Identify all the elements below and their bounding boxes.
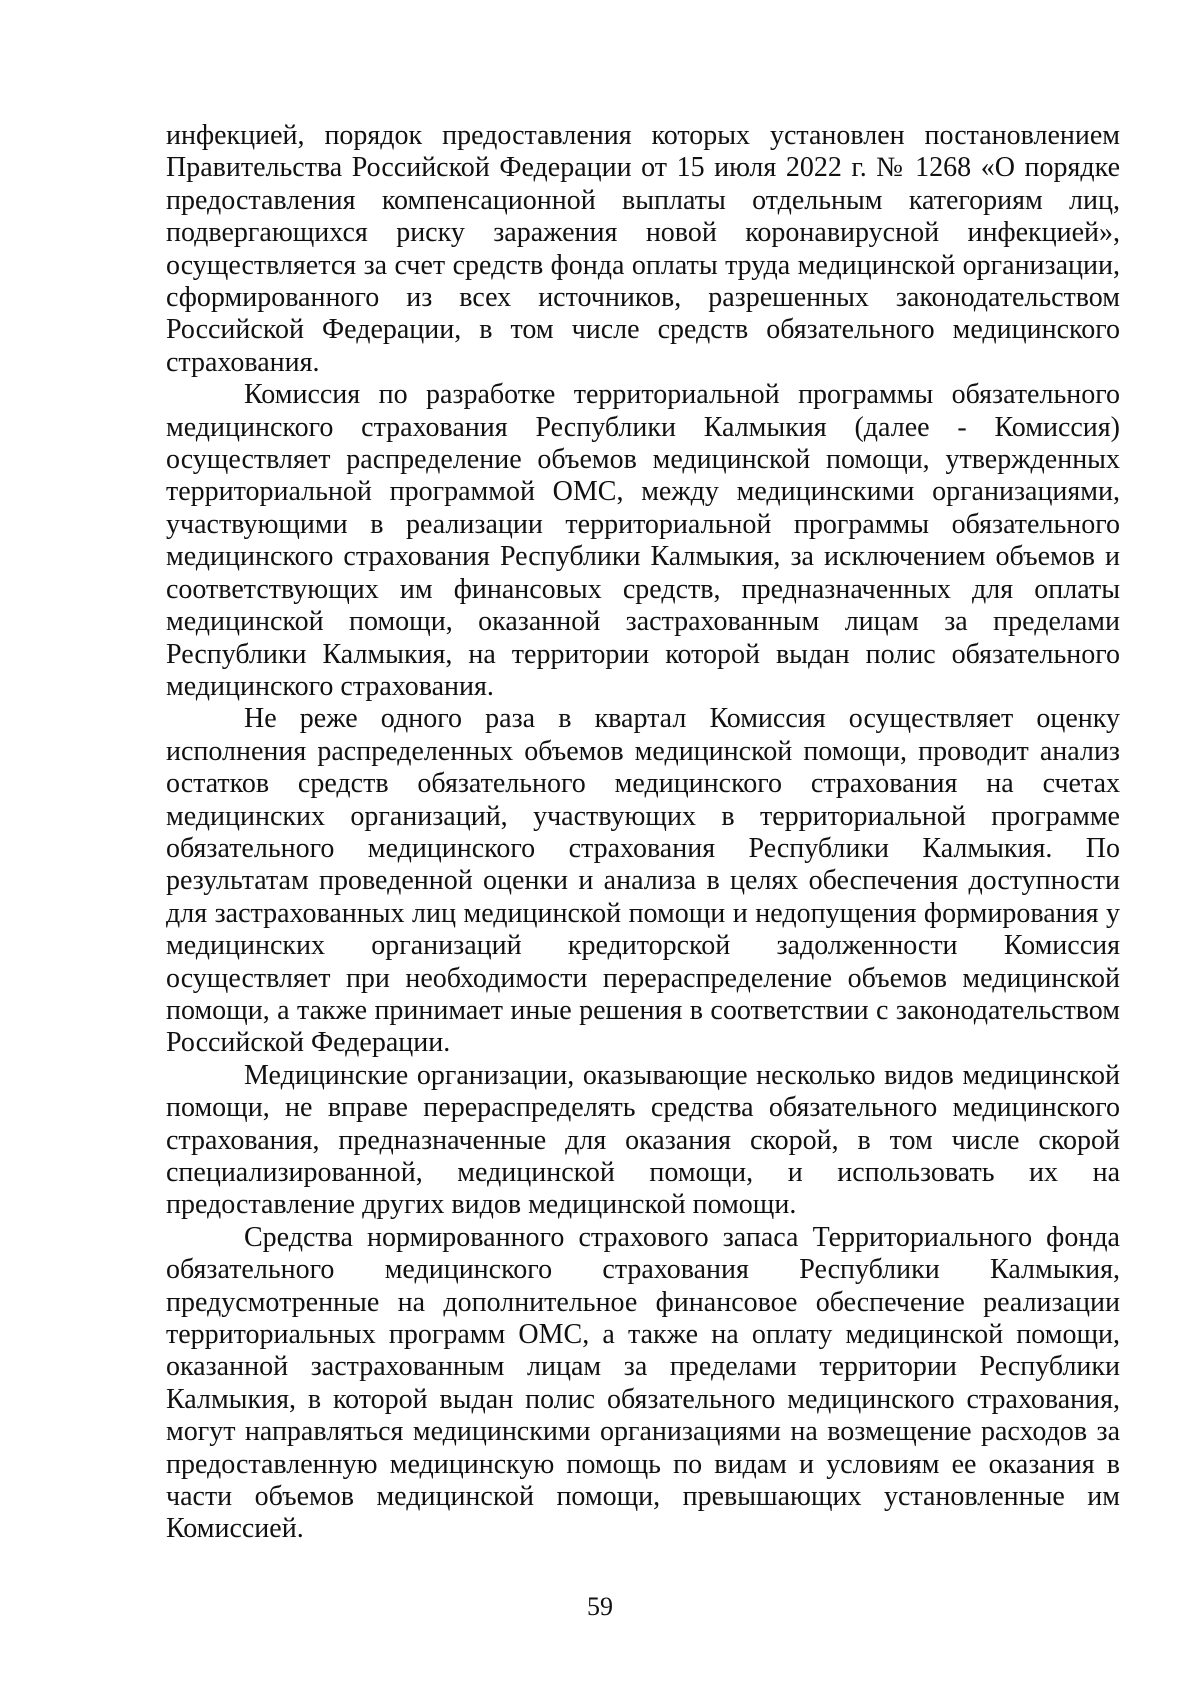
document-body [166,120,1120,1546]
paragraph-insurance-reserve: Средства нормированного страхового запаса Территориального фонда обязательного медицинского страхования Республики Калмыкия, предусмотренные на дополнительное финансовое обеспечение реализации территориальных программ ОМС, а также на оплату медицинской помощи, оказанной застрахованным лицам за пределами территории Республики Калмыкия, в которой выдан полис обязательного медицинского страхования, могут направляться медицинскими организациями на возмещение расходов за предоставленную медицинскую помощь по видам и условиям ее оказания в части объемов медицинской помощи, превышающих установленные им Комиссией. [166,1221,1120,1545]
page-number: 59 [587,1592,613,1621]
paragraph-quarterly-assessment: Не реже одного раза в квартал Комиссия осуществляет оценку исполнения распределенных объемов медицинской помощи, проводит анализ остатков средств обязательного медицинского страхования на счетах медицинских организаций, участвующих в территориальной программе обязательного медицинского страхования Республики Калмыкия. По результатам проведенной оценки и анализа в целях обеспечения доступности для застрахованных лиц медицинской помощи и недопущения формирования у медицинских организаций кредиторской задолженности Комиссия осуществляет при необходимости перераспределение объемов медицинской помощи, а также принимает иные решения в соответствии с законодательством Российской Федерации. [166,703,1120,1059]
paragraph-commission-distribution: Комиссия по разработке территориальной программы обязательного медицинского страхования Республики Калмыкия (далее - Комиссия) осуществляет распределение объемов медицинской помощи, утвержденных территориальной программой ОМС, между медицинскими организациями, участвующими в реализации территориальной программы обязательного медицинского страхования Республики Калмыкия, за исключением объемов и соответствующих им финансовых средств, предназначенных для оплаты медицинской помощи, оказанной застрахованным лицам за пределами Республики Калмыкия, на территории которой выдан полис обязательного медицинского страхования. [166,379,1120,702]
paragraph-emergency-care-funds: Медицинские организации, оказывающие несколько видов медицинской помощи, не вправе перераспределять средства обязательного медицинского страхования, предназначенные для оказания скорой, в том числе скорой специализированной, медицинской помощи, и использовать их на предоставление других видов медицинской помощи. [166,1059,1120,1221]
paragraph-continuation: инфекцией, порядок предоставления которых установлен постановлением Правительства Российской Федерации от 15 июля 2022 г. № 1268 «О порядке предоставления компенсационной выплаты отдельным категориям лиц, подвергающихся риску заражения новой коронавирусной инфекцией», осуществляется за счет средств фонда оплаты труда медицинской организации, сформированного из всех источников, разрешенных законодательством Российской Федерации, в том числе средств обязательного медицинского страхования. [166,120,1120,378]
